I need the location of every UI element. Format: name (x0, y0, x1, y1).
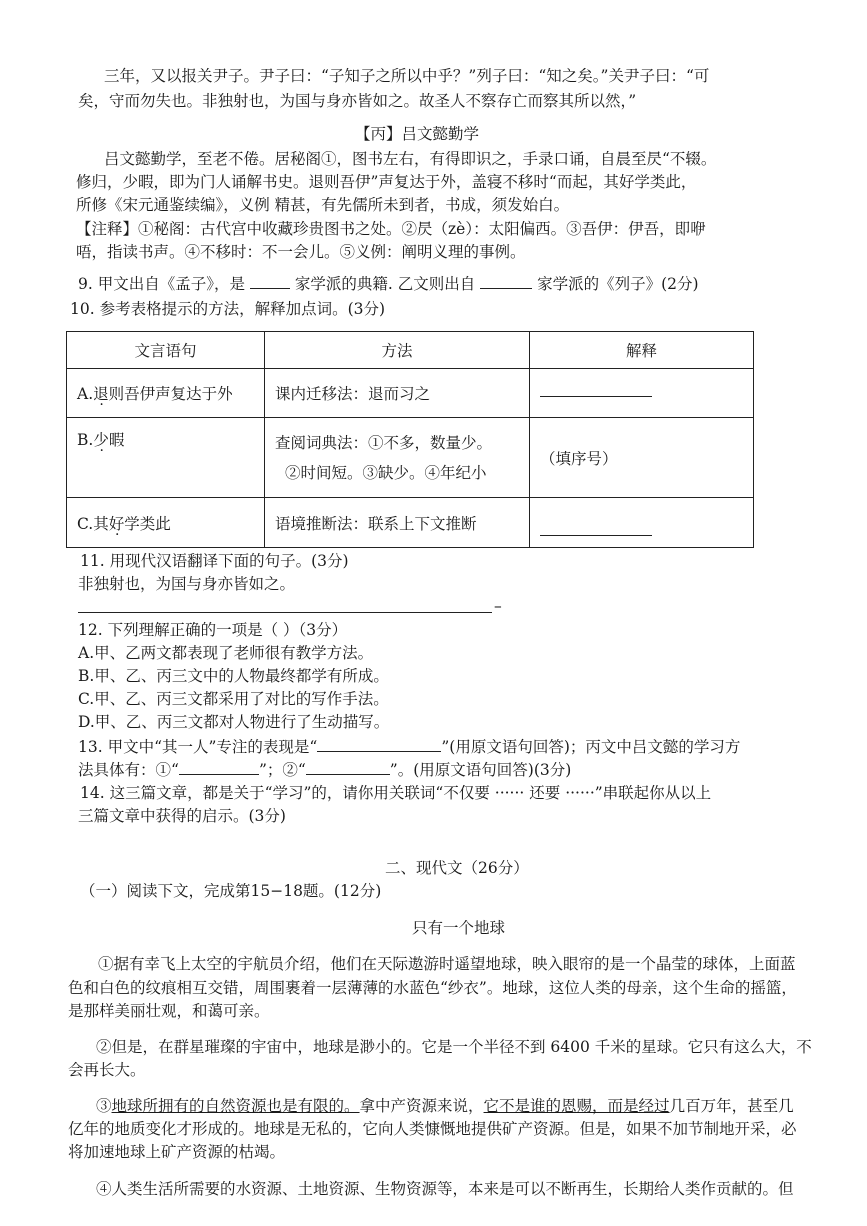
q13-blank-1[interactable] (317, 735, 441, 752)
dotted-word: 好 (108, 514, 125, 533)
passage-yi-line: 三年，又以报关尹子。尹子曰：“子知子之所以中乎？”列子曰：“知之矣。”关尹子曰：“可 (104, 67, 710, 85)
section-heading: 二、现代文（26分） (385, 859, 529, 877)
table-row (67, 418, 754, 498)
table-cell-answer[interactable]: （填序号） (530, 418, 754, 498)
q11-answer-line[interactable] (78, 612, 492, 613)
table-header: 方法 (265, 332, 530, 369)
q13-text-d: ”；②“ (258, 761, 306, 779)
question-10-table (66, 331, 754, 548)
article-title: 只有一个地球 (412, 919, 506, 937)
article-paragraph-line: ③地球所拥有的自然资源也是有限的。拿中产资源来说，它不是谁的恩赐，而是经过几百万年，甚至几 (96, 1097, 794, 1115)
q13-text-b: ”(用原文语句回答)；丙文中吕文懿的学习方 (441, 738, 741, 756)
answer-line (540, 535, 652, 536)
article-paragraph-line: 色和白色的纹痕相互交错，周围裹着一层薄薄的水蓝色“纱衣”。地球，这位人类的母亲，这个生命的摇篮， (68, 979, 797, 997)
table-cell-method: 课内迁移法：退而习之 (265, 369, 530, 418)
table-cell-sentence: A.退则吾伊声复达于外 (67, 369, 265, 418)
section-sub: （一）阅读下文，完成第15−18题。(12分) (80, 882, 382, 900)
q12-option-c[interactable]: C.甲、乙、丙三文都采用了对比的写作手法。 (78, 690, 389, 708)
table-row (67, 498, 754, 548)
table-cell-sentence: C.其好学类此 (67, 498, 265, 548)
q9-text-b: 家学派的典籍. 乙文则出自 (294, 275, 476, 293)
passage-bing-note: 【注释】①秘阁：古代宫中收藏珍贵图书之处。②昃（zè）：太阳偏西。③吾伊：伊吾，即咿 (76, 220, 706, 238)
article-paragraph-line: 是那样美丽壮观，和蔼可亲。 (68, 1002, 270, 1020)
method-line: 查阅词典法：①不多，数量少。 (275, 433, 493, 452)
q11-dash: – (494, 597, 502, 615)
table-cell-sentence: B.少暇 (67, 418, 265, 498)
question-14: 14. 这三篇文章，都是关于“学习”的，请你用关联词“不仅要 ······ 还要 ······”串联起你从以上 (80, 784, 712, 802)
q13-text-a: 13. 甲文中“其一人”专注的表现是“ (78, 738, 318, 756)
table-cell-method: 语境推断法：联系上下文推断 (265, 498, 530, 548)
article-paragraph-line: ①据有幸飞上太空的宇航员介绍，他们在天际遨游时遥望地球，映入眼帘的是一个晶莹的球体，上面蓝 (98, 955, 796, 973)
q9-blank-2[interactable] (480, 272, 532, 289)
table-cell-method (265, 418, 530, 498)
article-paragraph-line: 会再长大。 (68, 1061, 146, 1079)
passage-bing-title: 【丙】吕文懿勤学 (355, 125, 480, 143)
method-line: ②时间短。③缺少。④年纪小 (285, 463, 487, 482)
q13-text-e: ”。(用原文语句回答)(3分) (389, 761, 572, 779)
question-13-cont (78, 758, 571, 780)
q11-sentence: 非独射也，为国与身亦皆如之。 (78, 575, 296, 593)
article-paragraph-line: 亿年的地质变化才形成的。地球是无私的，它向人类慷慨地提供矿产资源。但是，如果不加节制地开采，必 (68, 1120, 797, 1138)
q12-option-d[interactable]: D.甲、乙、丙三文都对人物进行了生动描写。 (78, 713, 390, 731)
q13-blank-2[interactable] (179, 758, 259, 775)
question-9 (78, 272, 699, 294)
table-header-row (67, 332, 754, 369)
table-header: 文言语句 (67, 332, 265, 369)
question-13 (78, 735, 740, 757)
q12-option-a[interactable]: A.甲、乙两文都表现了老师很有教学方法。 (78, 644, 374, 662)
table-row (67, 369, 754, 418)
underlined-sentence: 地球所拥有的自然资源也是有限的。 (111, 1097, 360, 1115)
table-cell-answer[interactable] (530, 498, 754, 548)
question-12: 12. 下列理解正确的一项是（ ）（3分） (78, 621, 348, 639)
passage-bing-note: 唔，指读书声。④不移时：不一会儿。⑤义例：阐明义理的事例。 (76, 243, 526, 261)
passage-yi-line: 矣，守而勿失也。非独射也，为国与身亦皆如之。故圣人不察存亡而察其所以然，” (78, 92, 637, 110)
article-paragraph-line: ④人类生活所需要的水资源、土地资源、生物资源等，本来是可以不断再生，长期给人类作贡献的。但 (96, 1180, 794, 1198)
question-14-cont: 三篇文章中获得的启示。(3分) (78, 807, 286, 825)
passage-bing-line: 修归，少暇，即为门人诵解书史。退则吾伊”声复达于外，盖寝不移时“而起，其好学类此， (76, 173, 697, 191)
passage-bing-line: 吕文懿勤学，至老不倦。居秘阁①，图书左右，有得即识之，手录口诵，自晨至昃“不辍。 (104, 150, 717, 168)
dotted-word: 退 (93, 385, 109, 403)
passage-bing-line: 所修《宋元通鉴续编》，义例 精甚，有先儒所未到者，书成，须发始白。 (76, 196, 570, 214)
q9-text-a: 9. 甲文出自《孟子》，是 (78, 275, 245, 293)
table-header: 解释 (530, 332, 754, 369)
question-11: 11. 用现代汉语翻译下面的句子。(3分) (80, 552, 349, 570)
q9-blank-1[interactable] (250, 272, 290, 289)
question-10: 10. 参考表格提示的方法，解释加点词。(3分) (70, 300, 386, 318)
article-paragraph-line: ②但是，在群星璀璨的宇宙中，地球是渺小的。它是一个半径不到 6400 千米的星球。它只有这么大，不 (96, 1038, 812, 1056)
underlined-sentence: 它不是谁的恩赐，而是经过 (483, 1097, 670, 1115)
q13-blank-3[interactable] (306, 758, 390, 775)
q9-text-c: 家学派的《列子》(2分) (537, 275, 699, 293)
table-cell-answer[interactable] (530, 369, 754, 418)
article-paragraph-line: 将加速地球上矿产资源的枯竭。 (68, 1143, 286, 1161)
q12-option-b[interactable]: B.甲、乙、丙三文中的人物最终都学有所成。 (78, 667, 389, 685)
answer-line (540, 396, 652, 397)
dotted-word: 少 (93, 431, 109, 449)
q13-text-c: 法具体有：①“ (78, 761, 179, 779)
